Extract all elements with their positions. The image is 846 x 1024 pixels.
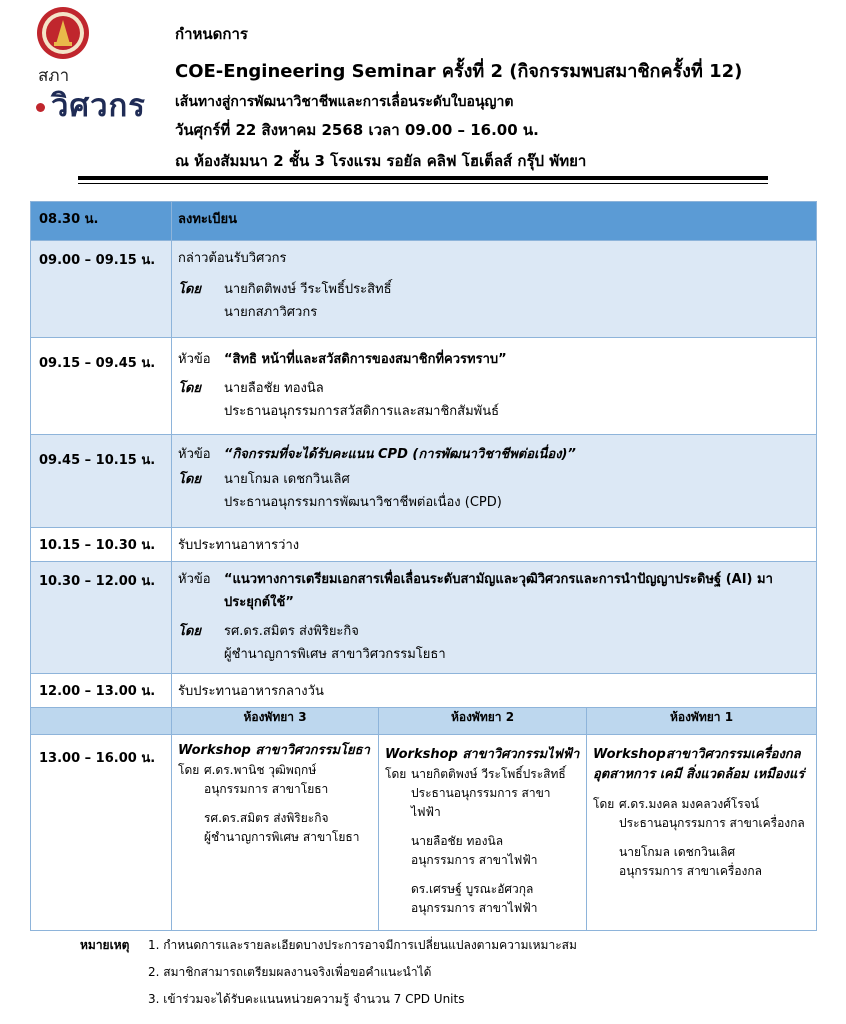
topic-label: หัวข้อ: [178, 572, 211, 587]
topic-row: [178, 348, 808, 371]
topic-row: [178, 568, 808, 614]
council-seal-icon: [36, 6, 90, 60]
table-row: [31, 435, 817, 528]
note-2: 2. สมาชิกสามารถเตรียมผลงานจริงเพื่อขอคำแนะนำได้: [148, 965, 432, 979]
note-3: 3. เข้าร่วมจะได้รับคะแนนหน่วยความรู้ จำนวน 7 CPD Units: [148, 992, 465, 1006]
header-line-4: วันศุกร์ที่ 22 สิงหาคม 2568 เวลา 09.00 – 16.00 น.: [175, 121, 539, 139]
topic-label: หัวข้อ: [178, 352, 211, 367]
time-cell: 12.00 – 13.00 น.: [31, 674, 172, 708]
speaker-row: [385, 765, 580, 784]
table-row: [31, 562, 817, 674]
workshop-title: Workshop สาขาวิศวกรรมโยธา: [178, 743, 370, 758]
content-cell: รับประทานอาหารกลางวัน: [172, 674, 817, 708]
content-cell: [172, 338, 817, 435]
topic-title: “สิทธิ หน้าที่และสวัสดิการของสมาชิกที่ควรทราบ”: [224, 352, 507, 367]
content-cell: [172, 435, 817, 528]
by-label: โดย: [178, 624, 202, 639]
speaker-row: [178, 278, 808, 301]
speaker-role: อนุกรรมการ สาขาโยธา: [204, 782, 329, 796]
schedule-table: [30, 201, 817, 931]
note-1: 1. กำหนดการและรายละเอียดบางประการอาจมีการเปลี่ยนแปลงตามความเหมาะสม: [148, 938, 577, 952]
speaker-role: อนุกรรมการ สาขาไฟฟ้า: [411, 901, 538, 915]
header-divider-thick: [78, 176, 768, 180]
room-header-pattaya-1: ห้องพัทยา 1: [587, 708, 817, 735]
workshop-title: Workshopสาขาวิศวกรรมเครื่องกล อุตสาหการ เคมี สิ่งแวดล้อม เหมืองแร่: [593, 747, 805, 782]
topic-label: หัวข้อ: [178, 447, 211, 462]
by-label: โดย: [178, 472, 202, 487]
speaker-name: นายกิตติพงษ์ วีระโพธิ์ประสิทธิ์: [411, 767, 566, 781]
content-cell: ลงทะเบียน: [172, 202, 817, 241]
speaker-role: ประธานอนุกรรมการสวัสดิการและสมาชิกสัมพันธ์: [224, 404, 500, 419]
speaker-name: ศ.ดร.มงคล มงคลวงศ์โรจน์: [619, 797, 759, 811]
room-header-pattaya-3: ห้องพัทยา 3: [172, 708, 379, 735]
table-row: [31, 528, 817, 562]
by-label: โดย: [178, 763, 200, 777]
speaker-name: ดร.เศรษฐ์ บูรณะอัศวกุล: [411, 882, 534, 896]
speaker-role: ประธานอนุกรรมการ สาขาไฟฟ้า: [411, 786, 551, 819]
by-label: โดย: [178, 381, 202, 396]
by-label: โดย: [593, 797, 615, 811]
time-cell: 13.00 – 16.00 น.: [31, 735, 172, 931]
speaker-name: รศ.ดร.สมิตร ส่งพิริยะกิจ: [204, 811, 329, 825]
table-row: [31, 338, 817, 435]
speaker-role: ผู้ชำนาญการพิเศษ สาขาวิศวกรรมโยธา: [224, 647, 446, 662]
speaker-role: ประธานอนุกรรมการพัฒนาวิชาชีพต่อเนื่อง (CPD): [224, 495, 502, 510]
note-line: [80, 932, 577, 959]
notes: [80, 932, 577, 1013]
table-row: [31, 241, 817, 338]
by-label: โดย: [178, 282, 202, 297]
topic-title: “กิจกรรมที่จะได้รับคะแนน CPD (การพัฒนาวิชาชีพต่อเนื่อง)”: [224, 447, 576, 462]
speaker-name: นายลือชัย ทองนิล: [411, 834, 504, 848]
topic-title: “แนวทางการเตรียมเอกสารเพื่อเลื่อนระดับสามัญและวุฒิวิศวกรและการนำปัญญาประดิษฐ์ (AI) มาประยุกต์ใช้”: [224, 572, 773, 610]
logo-org-small: สภา: [38, 66, 70, 86]
topic-row: [178, 443, 808, 466]
speaker-role: อนุกรรมการ สาขาเครื่องกล: [619, 864, 763, 878]
speaker-name: นายกิตติพงษ์ วีระโพธิ์ประสิทธิ์: [224, 282, 392, 297]
header-line-2: COE-Engineering Seminar ครั้งที่ 2 (กิจกรรมพบสมาชิกครั้งที่ 12): [175, 61, 743, 82]
speaker-row: [178, 468, 808, 491]
speaker-name: นายโกมล เดชกวินเลิศ: [619, 845, 736, 859]
note-line: [80, 986, 577, 1013]
workshop-mechanical: [587, 735, 817, 931]
time-cell: 09.00 – 09.15 น.: [31, 241, 172, 338]
note-line: [80, 959, 577, 986]
time-cell: 08.30 น.: [31, 202, 172, 241]
header-line-1: กำหนดการ: [175, 25, 248, 43]
session-text: กล่าวต้อนรับวิศวกร: [178, 251, 287, 266]
logo-org-big-text: วิศวกร: [51, 88, 146, 124]
logo-dot-icon: [36, 103, 45, 112]
content-cell: [172, 562, 817, 674]
speaker-role: ประธานอนุกรรมการ สาขาเครื่องกล: [619, 816, 805, 830]
workshop-row: [31, 735, 817, 931]
workshop-civil: [172, 735, 379, 931]
speaker-row: [178, 377, 808, 400]
workshop-electrical: [379, 735, 587, 931]
content-cell: รับประทานอาหารว่าง: [172, 528, 817, 562]
by-label: โดย: [385, 767, 407, 781]
time-cell: 10.15 – 10.30 น.: [31, 528, 172, 562]
room-header-empty: [31, 708, 172, 735]
speaker-role: อนุกรรมการ สาขาไฟฟ้า: [411, 853, 538, 867]
table-row: [31, 674, 817, 708]
room-header-pattaya-2: ห้องพัทยา 2: [379, 708, 587, 735]
table-row: [31, 202, 817, 241]
speaker-name: รศ.ดร.สมิตร ส่งพิริยะกิจ: [224, 624, 359, 639]
speaker-name: ศ.ดร.พานิช วุฒิพฤกษ์: [204, 763, 317, 777]
header-line-5: ณ ห้องสัมมนา 2 ชั้น 3 โรงแรม รอยัล คลิฟ โฮเต็ลส์ กรุ๊ป พัทยา: [175, 152, 587, 170]
speaker-role: ผู้ชำนาญการพิเศษ สาขาโยธา: [204, 830, 360, 844]
speaker-row: [178, 620, 808, 643]
speaker-name: นายลือชัย ทองนิล: [224, 381, 324, 396]
workshop-title: Workshop สาขาวิศวกรรมไฟฟ้า: [385, 747, 580, 762]
header-line-3: เส้นทางสู่การพัฒนาวิชาชีพและการเลื่อนระดับใบอนุญาต: [175, 94, 514, 110]
time-cell: 09.45 – 10.15 น.: [31, 435, 172, 528]
speaker-name: นายโกมล เดชกวินเลิศ: [224, 472, 350, 487]
content-cell: [172, 241, 817, 338]
header-divider-thin: [78, 183, 768, 184]
room-header-row: [31, 708, 817, 735]
speaker-row: [593, 795, 810, 814]
notes-label: หมายเหตุ: [80, 938, 130, 952]
time-cell: 10.30 – 12.00 น.: [31, 562, 172, 674]
time-cell: 09.15 – 09.45 น.: [31, 338, 172, 435]
speaker-role: นายกสภาวิศวกร: [224, 305, 318, 320]
speaker-row: [178, 761, 372, 780]
logo-org-big: [36, 80, 146, 130]
